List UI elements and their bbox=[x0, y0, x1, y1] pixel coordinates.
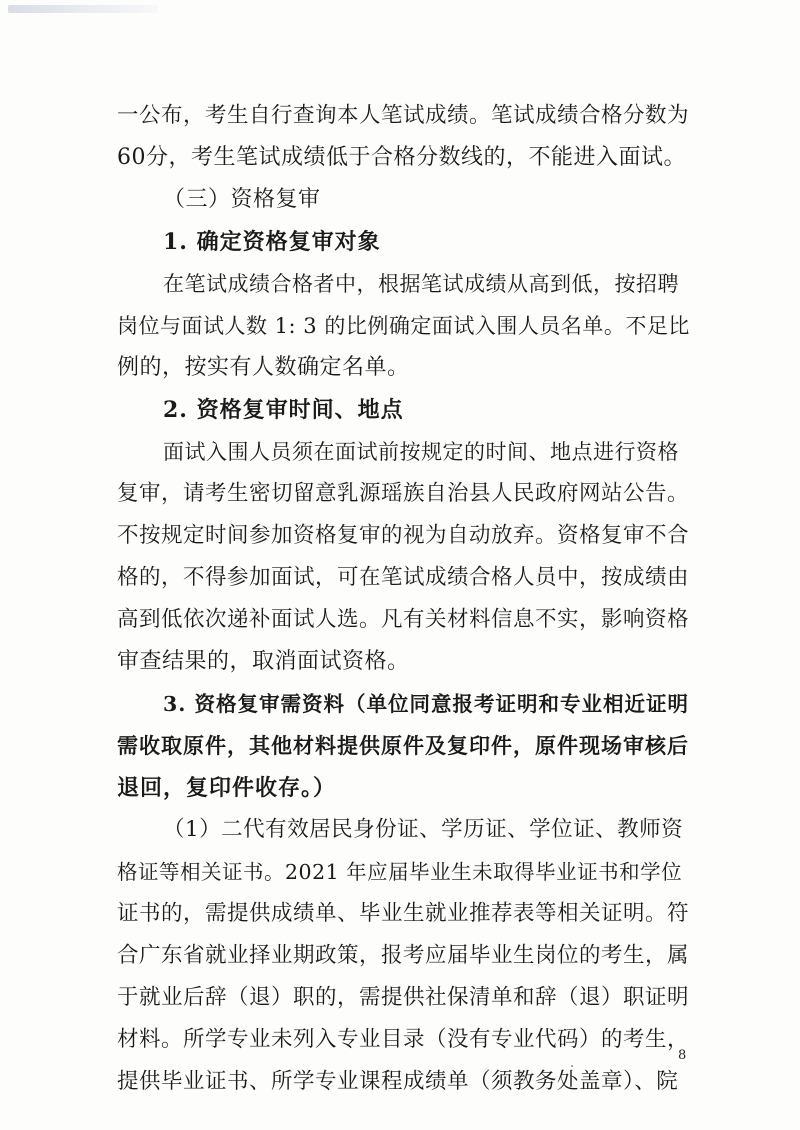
paragraph-line: 材料。所学专业未列入专业目录（没有专业代码）的考生， bbox=[117, 1027, 690, 1052]
paragraph-line: 不按规定时间参加资格复审的视为自动放弃。资格复审不合 bbox=[117, 523, 690, 548]
paragraph-line: 格证等相关证书。2021 年应届毕业生未取得毕业证书和学位 bbox=[117, 860, 683, 884]
paragraph-line: 在笔试成绩合格者中，根据笔试成绩从高到低，按招聘 bbox=[163, 272, 679, 296]
paragraph-line: 合广东省就业择业期政策，报考应届毕业生岗位的考生，属 bbox=[117, 943, 690, 968]
subsection-heading: 1. 确定资格复审对象 bbox=[163, 229, 381, 255]
paragraph-line: 面试入围人员须在面试前按规定的时间、地点进行资格 bbox=[163, 440, 679, 464]
paragraph-line: 60分，考生笔试成绩低于合格分数线的，不能进入面试。 bbox=[117, 145, 686, 170]
paragraph-line: 高到低依次递补面试人选。凡有关材料信息不实，影响资格 bbox=[117, 607, 690, 632]
scan-speck bbox=[571, 1065, 573, 1067]
page-number: 8 bbox=[678, 1048, 687, 1063]
paragraph-line: 格的，不得参加面试，可在笔试成绩合格人员中，按成绩由 bbox=[117, 565, 690, 590]
paragraph-line: 于就业后辞（退）职的，需提供社保清单和辞（退）职证明 bbox=[117, 985, 690, 1010]
subsection-heading: 3. 资格复审需资料（单位同意报考证明和专业相近证明 bbox=[163, 692, 690, 716]
paragraph-line: （1）二代有效居民身份证、学历证、学位证、教师资 bbox=[163, 817, 684, 842]
paragraph-line: 例的，按实有人数确定名单。 bbox=[117, 355, 410, 380]
paragraph-line: 复审，请考生密切留意乳源瑶族自治县人民政府网站公告。 bbox=[117, 481, 690, 506]
subsection-heading-continued: 退回，复印件收存。） bbox=[117, 775, 337, 801]
paragraph-line: 证书的，需提供成绩单、毕业生就业推荐表等相关证明。符 bbox=[117, 901, 690, 926]
paragraph-line: 提供毕业证书、所学专业课程成绩单（须教务处盖章）、院 bbox=[117, 1069, 679, 1094]
subsection-heading-continued: 需收取原件，其他材料提供原件及复印件，原件现场审核后 bbox=[117, 733, 689, 758]
scan-header-mark bbox=[8, 5, 158, 13]
paragraph-line: 岗位与面试人数 1: 3 的比例确定面试入围人员名单。不足比 bbox=[117, 314, 690, 338]
subsection-heading: 2. 资格复审时间、地点 bbox=[163, 397, 404, 423]
section-heading: （三）资格复审 bbox=[163, 187, 321, 212]
paragraph-line: 一公布，考生自行查询本人笔试成绩。笔试成绩合格分数为 bbox=[117, 103, 690, 128]
paragraph-line: 审查结果的，取消面试资格。 bbox=[117, 649, 410, 674]
